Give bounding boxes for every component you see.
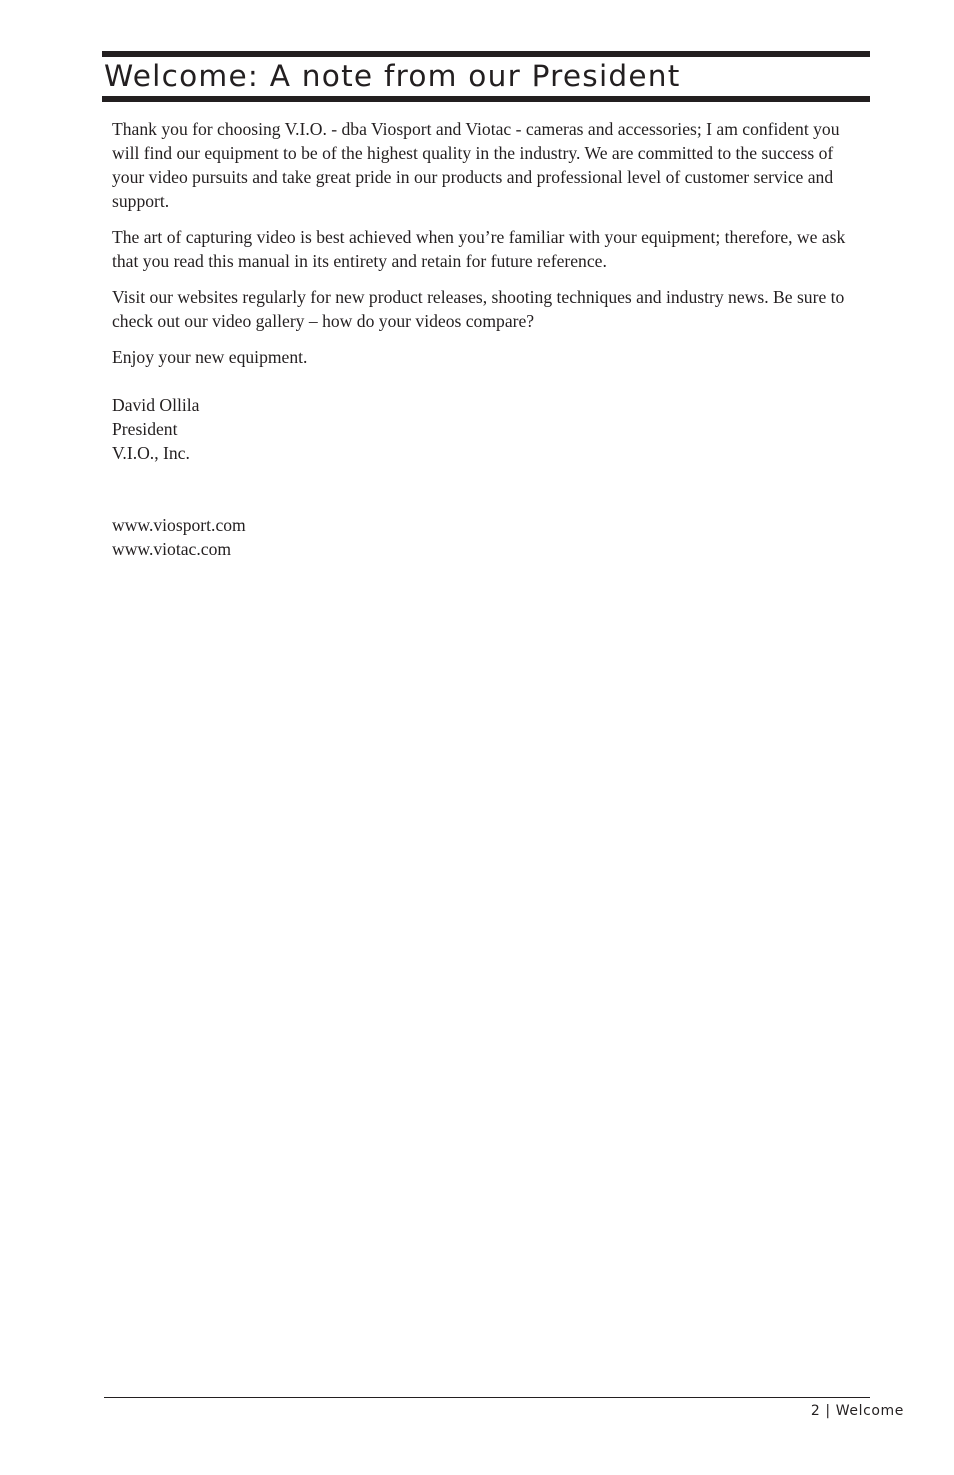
footer-rule [104,1397,870,1398]
signature-title: President [112,419,178,439]
signature-company: V.I.O., Inc. [112,443,190,463]
letter-body [112,117,864,561]
website-list [112,513,864,561]
signature-block [112,393,864,465]
page-footer-label: 2 | Welcome [810,1403,904,1419]
title-top-rule [102,51,870,57]
website-viotac: www.viotac.com [112,539,232,559]
page-title: Welcome: A note from our President [104,59,681,93]
title-bottom-rule [102,96,870,102]
website-viosport: www.viosport.com [112,515,246,535]
paragraph-closing: Enjoy your new equipment. [112,347,308,367]
paragraph-manual: The art of capturing video is best achieved when you’re familiar with your equipment; therefore, we ask that you read this manual in its entirety and retain for future reference. [112,227,846,271]
paragraph-websites: Visit our websites regularly for new product releases, shooting techniques and industry news. Be sure to check out our video gallery – how do your videos compare? [112,287,845,331]
signature-name: David Ollila [112,395,200,415]
paragraph-intro: Thank you for choosing V.I.O. - dba Viosport and Viotac - cameras and accessories; I am confident you will find our equipment to be of the highest quality in the industry. We are committed to the success of your video pursuits and take great pride in our products and professional level of customer service and support. [112,119,840,211]
